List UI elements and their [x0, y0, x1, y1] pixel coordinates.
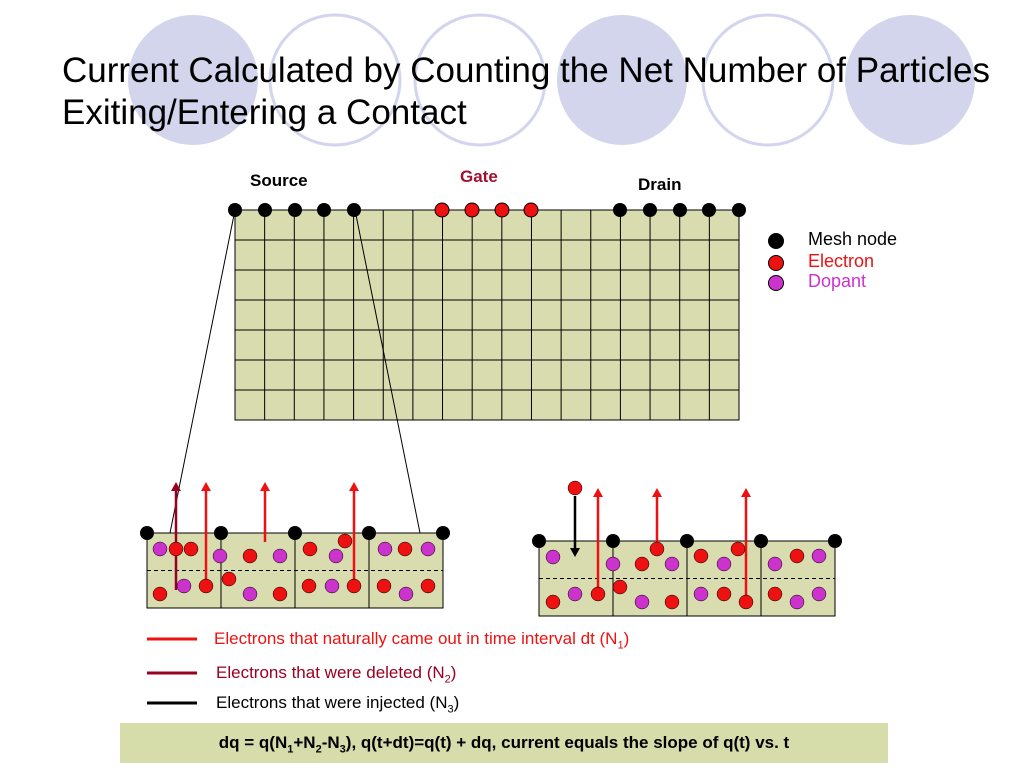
- electron-swatch: [768, 255, 784, 271]
- zoom-mesh-node: [214, 526, 228, 540]
- dopant: [325, 579, 339, 593]
- electron: [302, 579, 316, 593]
- drain-contact-node: [613, 203, 627, 217]
- dopant: [665, 557, 679, 571]
- zoom-mesh-node: [606, 534, 620, 548]
- zoom-mesh-node: [828, 534, 842, 548]
- key-label-injected: Electrons that were injected $(N_3)$: [216, 693, 460, 716]
- electron: [739, 595, 753, 609]
- dopant: [243, 587, 257, 601]
- source-contact-node: [347, 203, 361, 217]
- electron: [568, 481, 582, 495]
- drain-contact-node: [732, 203, 746, 217]
- electron: [273, 587, 287, 601]
- zoom-line-left: [170, 210, 235, 533]
- legend-electron-label: Electron: [808, 251, 875, 271]
- dopant: [635, 595, 649, 609]
- label-gate: Gate: [460, 167, 498, 186]
- electron: [222, 572, 236, 586]
- dopant: [812, 549, 826, 563]
- dopant: [273, 549, 287, 563]
- dopant: [421, 542, 435, 556]
- key-label-naturally: Electrons that naturally came out in time interval dt $(N_1)$: [214, 629, 630, 652]
- electron: [731, 542, 745, 556]
- dopant: [568, 587, 582, 601]
- formula-box: dq = $q(N_1+N_2-N_3)$, q(t+dt)=q(t) + dq, current equals the slope of q(t) vs. t: [120, 723, 888, 763]
- dopant: [768, 557, 782, 571]
- arrow-out-head: [741, 488, 751, 497]
- zoom-mesh-node: [680, 534, 694, 548]
- electron: [184, 542, 198, 556]
- dopant: [717, 557, 731, 571]
- dopant: [694, 587, 708, 601]
- source-contact-node: [228, 203, 242, 217]
- dopant: [790, 595, 804, 609]
- label-drain: Drain: [638, 175, 682, 194]
- electron: [199, 579, 213, 593]
- page-title: Current Calculated by Counting the Net Number of Particles Exiting/Entering a Contact: [62, 51, 990, 132]
- source-contact-node: [288, 203, 302, 217]
- drain-contact-node: [702, 203, 716, 217]
- zoom-mesh-node: [288, 526, 302, 540]
- dopant: [213, 549, 227, 563]
- dopant-swatch: [768, 275, 784, 291]
- dopant: [153, 542, 167, 556]
- electron: [243, 549, 257, 563]
- gate-contact-node: [435, 203, 449, 217]
- electron: [303, 542, 317, 556]
- dopant: [329, 549, 343, 563]
- electron: [768, 587, 782, 601]
- dopant: [812, 587, 826, 601]
- arrow-out-head: [349, 482, 359, 491]
- zoom-mesh-node: [140, 526, 154, 540]
- dopant: [399, 587, 413, 601]
- electron: [377, 579, 391, 593]
- label-source: Source: [250, 171, 308, 190]
- gate-contact-node: [524, 203, 538, 217]
- drain-contact-node: [643, 203, 657, 217]
- electron: [650, 542, 664, 556]
- gate-contact-node: [495, 203, 509, 217]
- electron: [717, 587, 731, 601]
- electron: [635, 557, 649, 571]
- electron: [153, 587, 167, 601]
- electron: [347, 579, 361, 593]
- arrow-out-head: [201, 482, 211, 491]
- zoom-mesh-node: [754, 534, 768, 548]
- arrow-out-head: [652, 488, 662, 497]
- gate-contact-node: [465, 203, 479, 217]
- dopant: [177, 579, 191, 593]
- electron: [398, 542, 412, 556]
- dopant: [606, 557, 620, 571]
- mesh-background: [235, 210, 739, 420]
- arrow-out-head: [260, 482, 270, 491]
- electron: [694, 549, 708, 563]
- zoom-mesh-node: [532, 534, 546, 548]
- arrow-out-head: [593, 488, 603, 497]
- source-contact-node: [258, 203, 272, 217]
- electron: [665, 595, 679, 609]
- zoom-mesh-node: [362, 526, 376, 540]
- key-label-deleted: Electrons that were deleted $(N_2)$: [216, 663, 457, 686]
- electron: [421, 579, 435, 593]
- electron: [546, 595, 560, 609]
- legend-mesh-node-label: Mesh node: [808, 229, 898, 249]
- legend-dopant-label: Dopant: [808, 271, 867, 291]
- electron: [613, 580, 627, 594]
- mesh-node-swatch: [768, 233, 784, 249]
- electron: [591, 587, 605, 601]
- drain-contact-node: [673, 203, 687, 217]
- dopant: [378, 542, 392, 556]
- zoom-mesh-node: [436, 526, 450, 540]
- source-contact-node: [317, 203, 331, 217]
- electron: [169, 542, 183, 556]
- dopant: [546, 550, 560, 564]
- electron: [338, 534, 352, 548]
- device-mesh-grid: [235, 210, 739, 420]
- electron: [790, 549, 804, 563]
